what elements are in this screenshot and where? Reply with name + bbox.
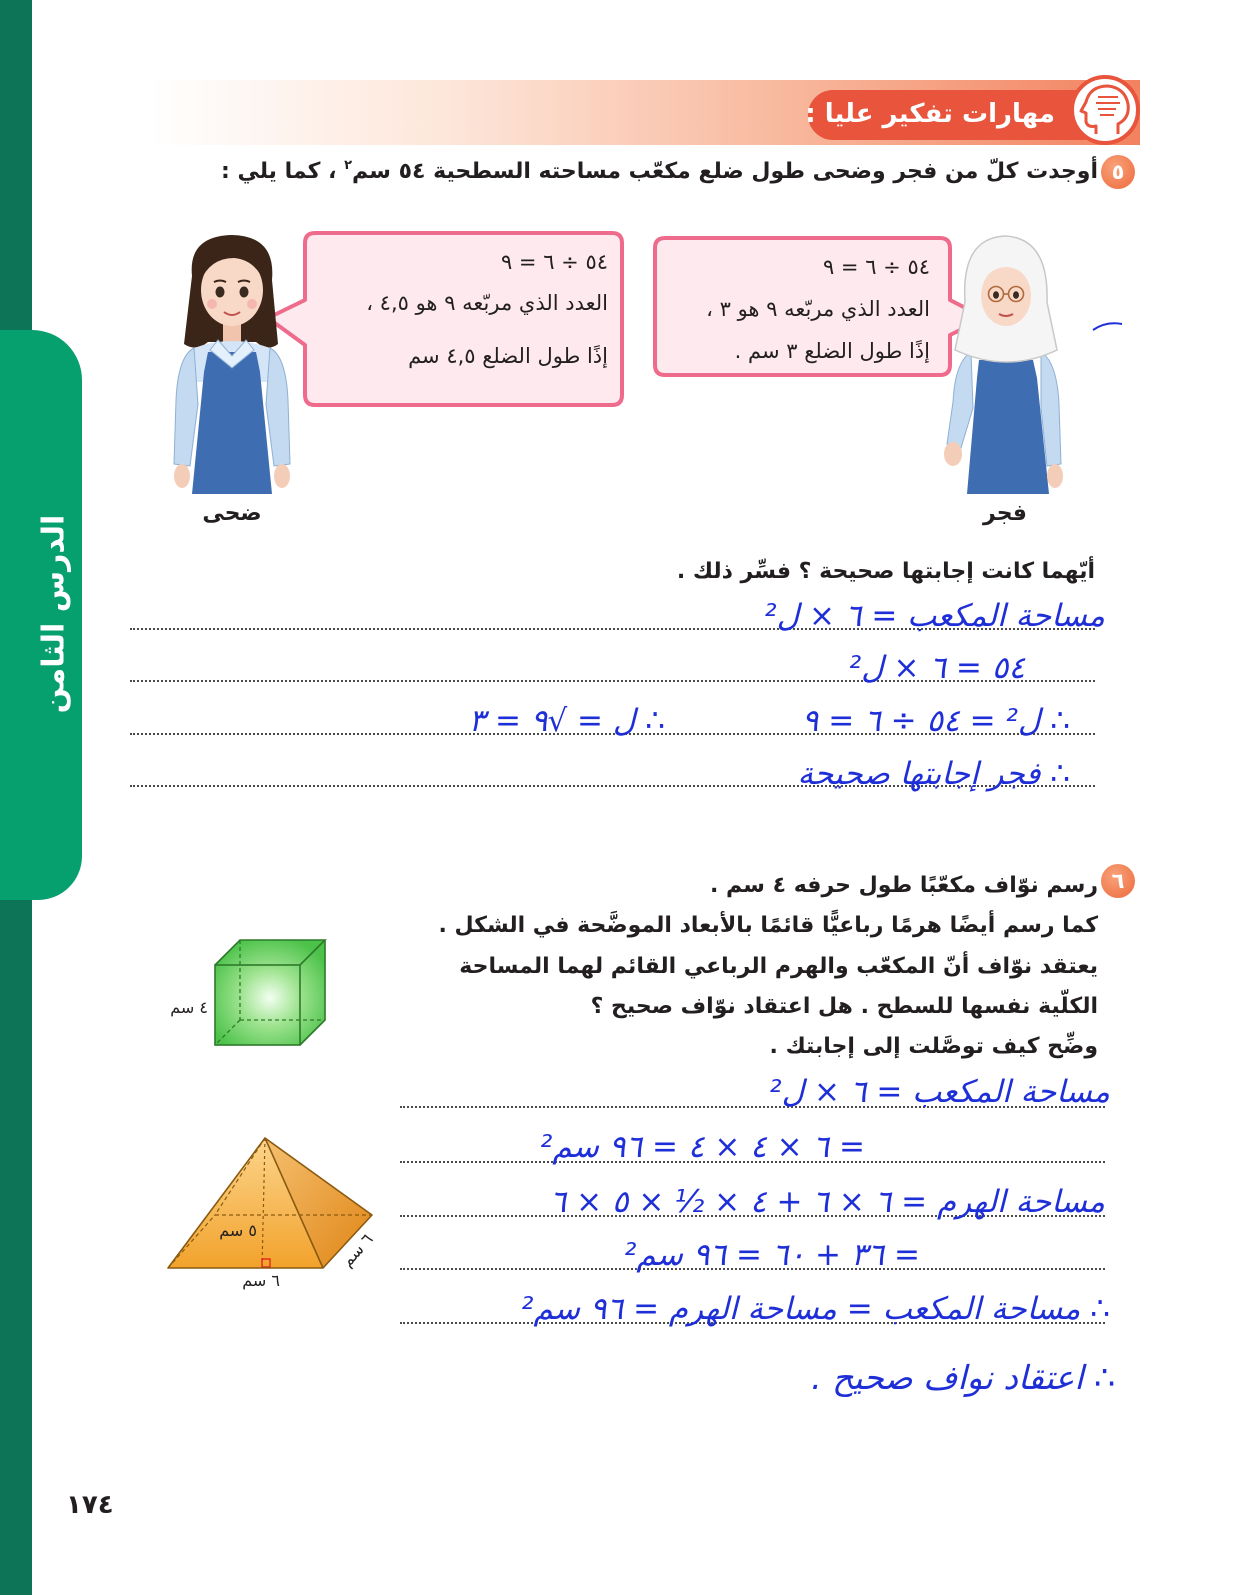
handwritten-answer-line: مساحة المكعب = ٦ × ل² <box>769 1074 1110 1110</box>
fajr-bubble-line: ٥٤ ÷ ٦ = ٩ <box>822 255 930 279</box>
handwritten-answer-line: مساحة المكعب = ٦ × ل² <box>764 598 1105 634</box>
fajr-bubble-line: العدد الذي مربّعه ٩ هو ٣ ، <box>706 297 930 321</box>
pyramid-slant-label: ٥ سم <box>219 1221 257 1240</box>
header-title: مهارات تفكير عليا : <box>805 99 1055 129</box>
handwritten-answer-line: = ٣٦ + ٦٠ = ٩٦ سم² <box>623 1237 920 1273</box>
fajr-name: فجر <box>983 501 1027 526</box>
fajr-illustration <box>944 236 1063 494</box>
question-6-line: وضِّح كيف توصَّلت إلى إجابتك . <box>769 1034 1098 1059</box>
duha-bubble-line: العدد الذي مربّعه ٩ هو ٤,٥ ، <box>366 291 608 315</box>
pyramid-base-label: ٦ سم <box>242 1271 280 1290</box>
handwritten-answer-line: ∴ فجر إجابتها صحيحة <box>797 756 1070 792</box>
duha-bubble-line: إذًا طول الضلع ٤,٥ سم <box>408 344 608 368</box>
question-6-line: الكلّية نفسها للسطح . هل اعتقاد نوّاف صحيح ؟ <box>590 994 1098 1019</box>
question-5-prompt-end: ، كما يلي : <box>220 159 345 184</box>
question-5-number: ٥ <box>1101 155 1135 189</box>
square-superscript: ٢ <box>344 158 353 173</box>
pyramid-figure <box>168 1138 372 1268</box>
duha-name: ضحى <box>202 501 262 526</box>
handwritten-answer-line: مساحة الهرم = ٦ × ٦ + ٤ × ½ × ٥ × ٦ <box>549 1184 1105 1220</box>
page-number: ١٧٤ <box>66 1490 114 1520</box>
duha-illustration <box>174 235 290 494</box>
handwritten-answer-line: ∴ مساحة المكعب = مساحة الهرم = ٩٦ سم² <box>521 1291 1110 1327</box>
question-6-line: يعتقد نوّاف أنّ المكعّب والهرم الرباعي القائم لهما المساحة <box>459 954 1098 979</box>
cube-figure <box>215 940 325 1045</box>
question-6-line: رسم نوّاف مكعّبًا طول حرفه ٤ سم . <box>710 873 1098 898</box>
cube-edge-label: ٤ سم <box>170 998 208 1017</box>
question-5-ask: أيّهما كانت إجابتها صحيحة ؟ فسِّر ذلك . <box>676 559 1095 584</box>
handwritten-conclusion: ∴ اعتقاد نواف صحيح . <box>811 1358 1115 1397</box>
pen-mark <box>1093 323 1122 330</box>
lesson-tab-label: الدرس الثامن <box>36 514 72 714</box>
pyramid-side-label: ٦ سم <box>337 1229 377 1271</box>
thinking-head-icon <box>1072 77 1138 143</box>
fajr-bubble-line: إذًا طول الضلع ٣ سم . <box>734 339 930 363</box>
handwritten-answer-line: = ٦ × ٤ × ٤ = ٩٦ سم² <box>539 1129 865 1165</box>
handwritten-answer-line: ٥٤ = ٦ × ل² <box>848 650 1025 686</box>
handwritten-answer-line: ∴ ل = √٩ = ٣ <box>468 703 665 739</box>
handwritten-answer-line: ∴ ل² = ٥٤ ÷ ٦ = ٩ <box>801 703 1070 739</box>
question-5-prompt-text: أوجدت كلّ من فجر وضحى طول ضلع مكعّب مساحته السطحية ٥٤ سم <box>352 159 1098 184</box>
question-6-line: كما رسم أيضًا هرمًا رباعيًّا قائمًا بالأبعاد الموضَّحة في الشكل . <box>438 913 1098 938</box>
question-5-prompt <box>221 156 1098 188</box>
duha-bubble-line: ٥٤ ÷ ٦ = ٩ <box>500 250 608 274</box>
question-6-number: ٦ <box>1101 864 1135 898</box>
